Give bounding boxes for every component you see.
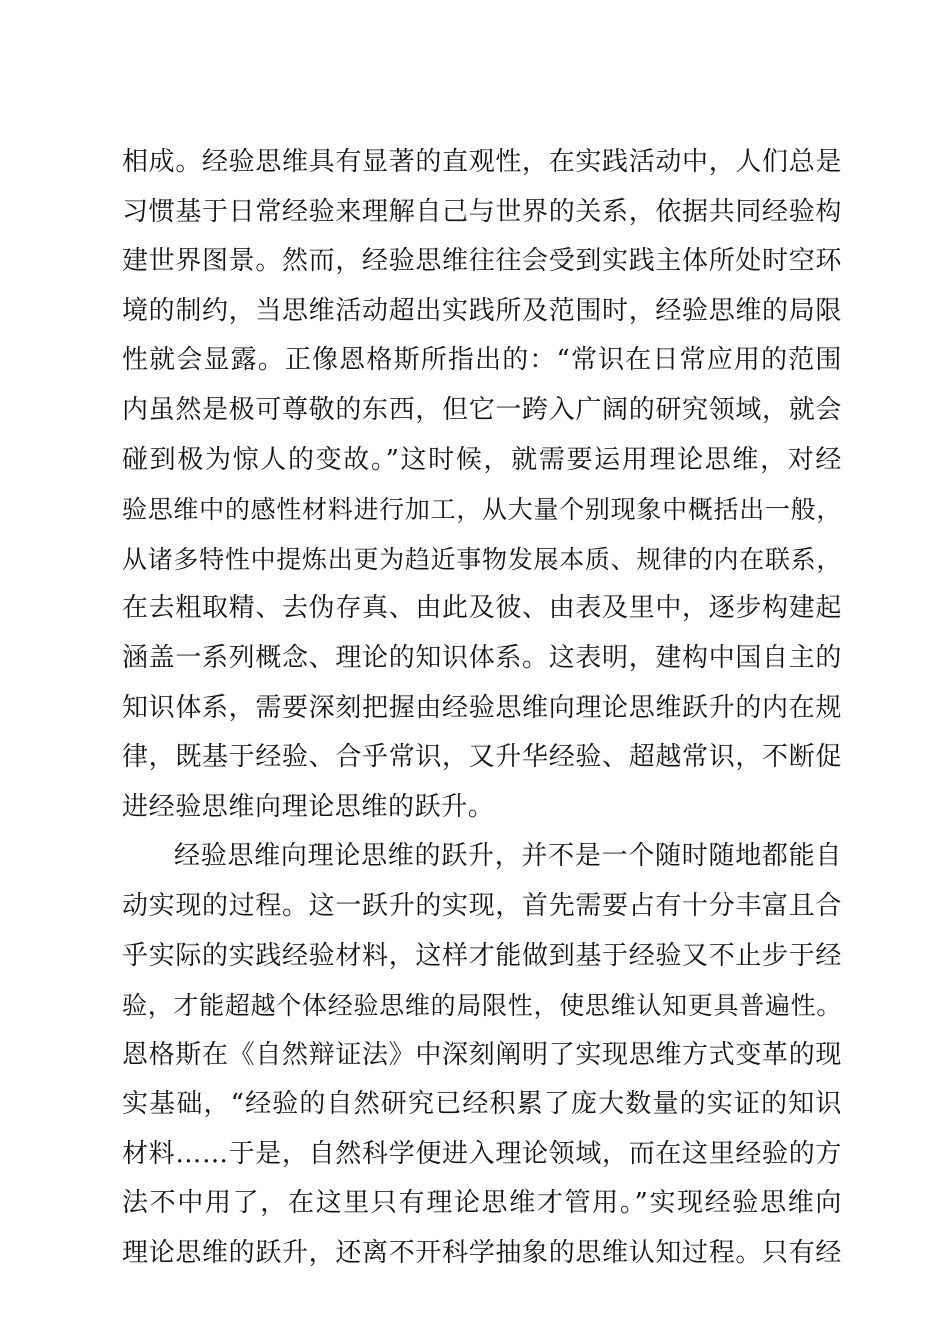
text-line: 理论思维的跃升，还离不开科学抽象的思维认知过程。只有经 (122, 1238, 842, 1269)
text-line: 碰到极为惊人的变故。”这时候，就需要运用理论思维，对经 (122, 444, 842, 475)
text-line: 习惯基于日常经验来理解自己与世界的关系，依据共同经验构 (122, 196, 842, 227)
text-line: 乎实际的实践经验材料，这样才能做到基于经验又不止步于经 (122, 940, 842, 971)
text-line: 验，才能超越个体经验思维的局限性，使思维认知更具普遍性。 (122, 991, 842, 1021)
text-line: 从诸多特性中提炼出更为趋近事物发展本质、规律的内在联系， (122, 544, 842, 574)
text-line: 验思维中的感性材料进行加工，从大量个别现象中概括出一般， (122, 495, 842, 525)
text-line: 律，既基于经验、合乎常识，又升华经验、超越常识，不断促 (122, 742, 842, 773)
text-line: 在去粗取精、去伪存真、由此及彼、由表及里中，逐步构建起 (122, 593, 842, 624)
text-line: 恩格斯在《自然辩证法》中深刻阐明了实现思维方式变革的现 (122, 1039, 842, 1070)
text-line: 知识体系，需要深刻把握由经验思维向理论思维跃升的内在规 (122, 692, 842, 723)
text-line: 建世界图景。然而，经验思维往往会受到实践主体所处时空环 (122, 246, 842, 277)
text-line: 涵盖一系列概念、理论的知识体系。这表明，建构中国自主的 (122, 642, 842, 673)
paragraph-start-line: 经验思维向理论思维的跃升，并不是一个随时随地都能自 (174, 841, 842, 872)
text-line: 相成。经验思维具有显著的直观性，在实践活动中，人们总是 (122, 147, 842, 177)
paragraph-end-line: 进经验思维向理论思维的跃升。 (122, 791, 495, 822)
text-line: 动实现的过程。这一跃升的实现，首先需要占有十分丰富且合 (122, 890, 842, 921)
text-line: 内虽然是极可尊敬的东西，但它一跨入广阔的研究领域，就会 (122, 394, 842, 425)
body-text (122, 138, 842, 1279)
text-line: 性就会显露。正像恩格斯所指出的：“常识在日常应用的范围 (122, 345, 842, 376)
text-line: 实基础，“经验的自然研究已经积累了庞大数量的实证的知识 (122, 1089, 842, 1120)
text-line: 法不中用了，在这里只有理论思维才管用。”实现经验思维向 (122, 1188, 842, 1219)
text-line: 材料……于是，自然科学便进入理论领域，而在这里经验的方 (122, 1138, 842, 1169)
text-line: 境的制约，当思维活动超出实践所及范围时，经验思维的局限 (122, 295, 842, 326)
